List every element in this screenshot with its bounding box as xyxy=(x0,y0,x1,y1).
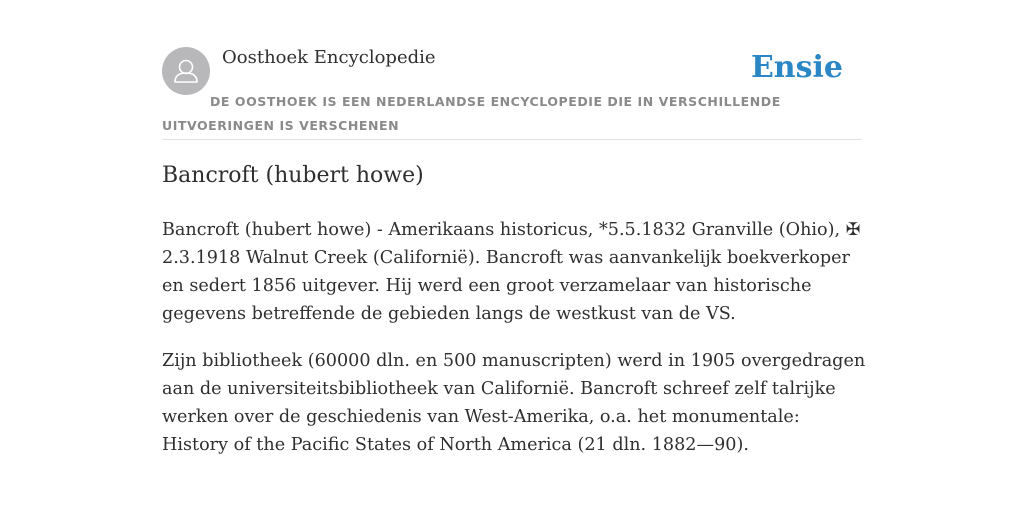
article-body xyxy=(162,216,867,478)
brand-logo[interactable]: Ensie xyxy=(750,50,843,85)
source-name-link[interactable]: Oosthoek Encyclopedie xyxy=(222,47,436,68)
article-paragraph: Zijn bibliotheek (60000 dln. en 500 manuscripten) werd in 1905 overgedragen aan de universiteitsbibliotheek van Californië. Bancroft schreef zelf talrijke werken over de geschiedenis van West-Amerika, o.a. het monumentale: History of the Pacific States of North America (21 dln. 1882—90). xyxy=(162,351,866,455)
header-divider xyxy=(162,139,862,140)
article-title: Bancroft (hubert howe) xyxy=(162,163,424,188)
user-avatar-icon[interactable] xyxy=(162,47,210,95)
article-paragraph: Bancroft (hubert howe) - Amerikaans historicus, *5.5.1832 Granville (Ohio), ✠ 2.3.1918 Walnut Creek (Californië). Bancroft was aanvankelijk boekverkoper en sedert 1856 uitgever. Hij werd een groot verzamelaar van historische gegevens betreffende de gebieden langs de westkust van de VS. xyxy=(162,220,861,324)
source-tagline: DE OOSTHOEK IS EEN NEDERLANDSE ENCYCLOPEDIE DIE IN VERSCHILLENDE UITVOERINGEN IS VERSCHENEN xyxy=(162,94,781,133)
